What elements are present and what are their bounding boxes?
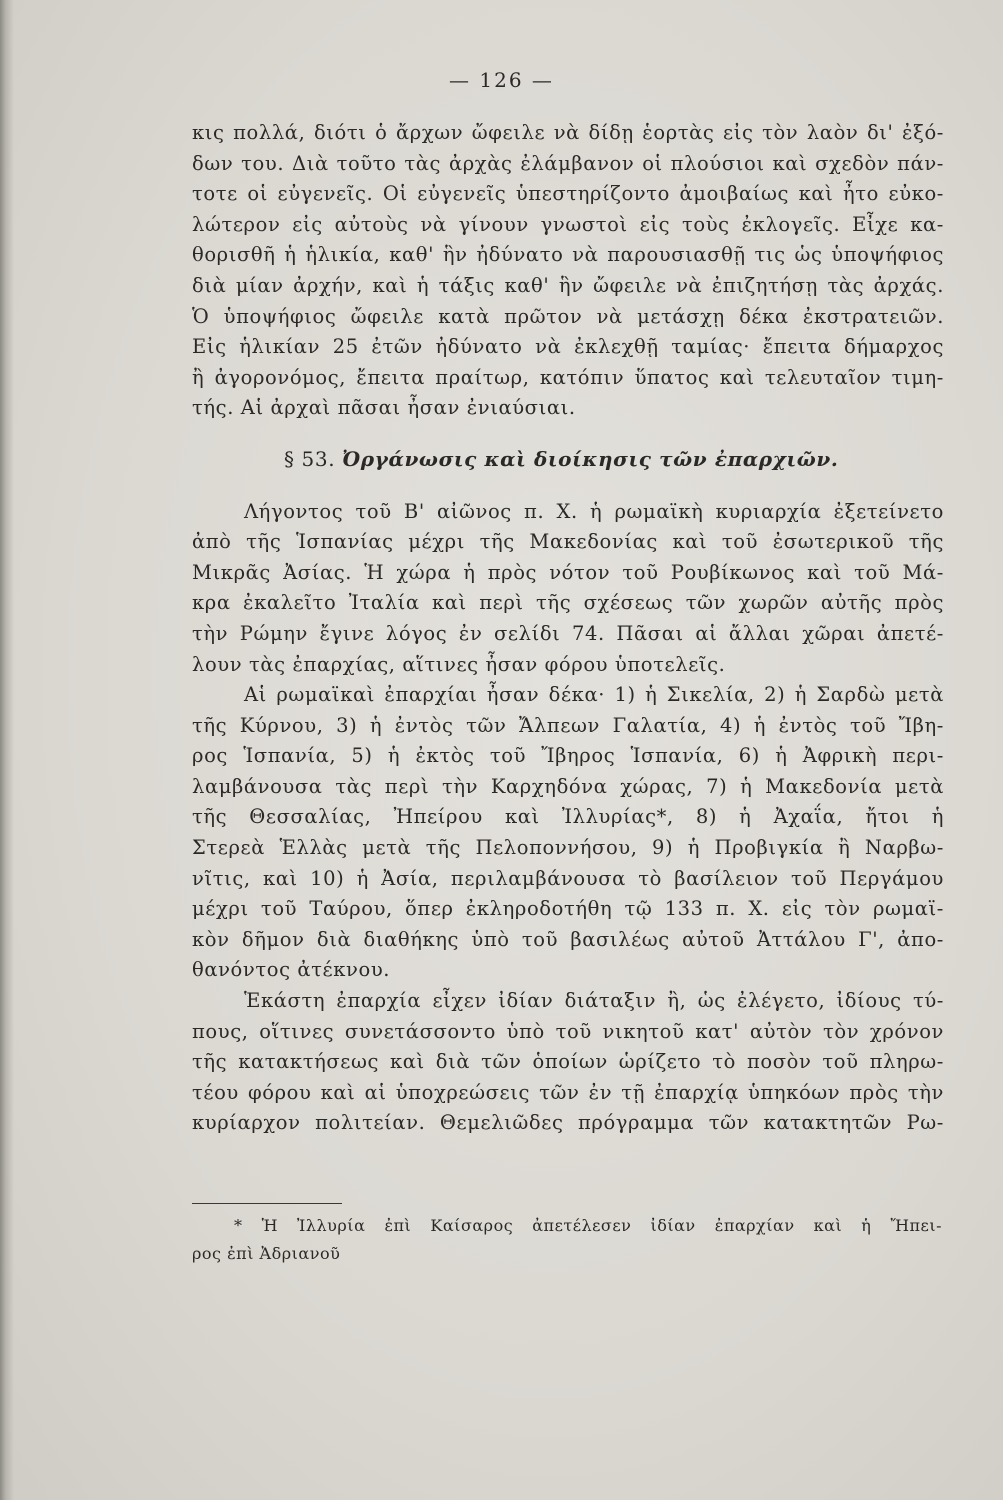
- text-line: λώτερον εἰς αὐτοὺς νὰ γίνουν γνωστοὶ εἰς τοὺς ἐκλογεῖς. Εἶχε κα-: [192, 212, 944, 236]
- text-line: Ὁ ὑποψήφιος ὤφειλε κατὰ πρῶτον νὰ μετάσχῃ δέκα ἐκστρατειῶν.: [192, 304, 944, 328]
- text-line: τῆς Κύρνου, 3) ἡ ἐντὸς τῶν Ἄλπεων Γαλατία, 4) ἡ ἐντὸς τοῦ Ἴβη-: [192, 713, 944, 737]
- text-line: κὸν δῆμον διὰ διαθήκης ὑπὸ τοῦ βασιλέως αὐτοῦ Ἀττάλου Γ', ἀπο-: [192, 927, 944, 951]
- paragraph-3: [192, 680, 944, 986]
- text-line: κρα ἐκαλεῖτο Ἰταλία καὶ περὶ τῆς σχέσεως τῶν χωρῶν αὐτῆς πρὸς: [192, 591, 944, 615]
- page-binding-edge: [0, 0, 14, 1500]
- text-line: ἢ ἀγορονόμος, ἔπειτα πραίτωρ, κατόπιν ὕπατος καὶ τελευταῖον τιμη-: [192, 365, 944, 389]
- text-line: τέου φόρου καὶ αἱ ὑποχρεώσεις τῶν ἐν τῇ ἐπαρχίᾳ ὑπηκόων πρὸς τὴν: [192, 1080, 944, 1104]
- page-number: — 126 —: [449, 68, 554, 92]
- text-line: διὰ μίαν ἀρχήν, καὶ ἡ τάξις καθ' ἣν ὤφειλε νὰ ἐπιζητήσῃ τὰς ἀρχάς.: [192, 273, 944, 297]
- footnote-divider: [192, 1203, 342, 1204]
- text-line: ἀπὸ τῆς Ἱσπανίας μέχρι τῆς Μακεδονίας καὶ τοῦ ἐσωτερικοῦ τῆς: [192, 530, 944, 554]
- text-line: Στερεὰ Ἑλλὰς μετὰ τῆς Πελοποννήσου, 9) ἡ Προβιγκία ἢ Ναρβω-: [192, 836, 944, 860]
- footnote-line: * Ἡ Ἰλλυρία ἐπὶ Καίσαρος ἀπετέλεσεν ἰδίαν ἐπαρχίαν καὶ ἡ Ἤπει-: [234, 1216, 942, 1235]
- footnote-line: ρος ἐπὶ Ἀδριανοῦ: [192, 1244, 341, 1263]
- text-line: τὴν Ρώμην ἔγινε λόγος ἐν σελίδι 74. Πᾶσαι αἱ ἄλλαι χῶραι ἀπετέ-: [192, 621, 944, 645]
- text-line: νῖτις, καὶ 10) ἡ Ἀσία, περιλαμβάνουσα τὸ βασίλειον τοῦ Περγάμου: [192, 866, 944, 890]
- main-text: [192, 118, 944, 1139]
- text-line: ρος Ἱσπανία, 5) ἡ ἐκτὸς τοῦ Ἴβηρος Ἱσπανία, 6) ἡ Ἀφρικὴ περι-: [192, 744, 944, 768]
- text-line: τοτε οἱ εὐγενεῖς. Οἱ εὐγενεῖς ὑπεστηρίζοντο ἀμοιβαίως καὶ ἦτο εὐκο-: [192, 182, 944, 206]
- section-number: § 53.: [284, 446, 336, 471]
- text-line: Λήγοντος τοῦ Β' αἰῶνος π. Χ. ἡ ρωμαϊκὴ κυριαρχία ἐξετείνετο: [244, 499, 944, 523]
- text-line: τῆς κατακτήσεως καὶ διὰ τῶν ὁποίων ὡρίζετο τὸ ποσὸν τοῦ πληρω-: [192, 1050, 944, 1074]
- text-line: κυρίαρχον πολιτείαν. Θεμελιῶδες πρόγραμμα τῶν κατακτητῶν Ρω-: [192, 1111, 944, 1135]
- paragraph-2: [192, 497, 944, 681]
- paragraph-1: [192, 118, 944, 424]
- text-line: μέχρι τοῦ Ταύρου, ὅπερ ἐκληροδοτήθη τῷ 133 π. Χ. εἰς τὸν ρωμαϊ-: [192, 897, 944, 921]
- text-line: λουν τὰς ἐπαρχίας, αἵτινες ἦσαν φόρου ὑποτελεῖς.: [192, 652, 726, 676]
- section-heading: [192, 444, 944, 475]
- text-line: λαμβάνουσα τὰς περὶ τὴν Καρχηδόνα χώρας, 7) ἡ Μακεδονία μετὰ: [192, 774, 944, 798]
- text-line: τῆς Θεσσαλίας, Ἠπείρου καὶ Ἰλλυρίας*, 8) ἡ Ἀχαΐα, ἤτοι ἡ: [192, 805, 944, 829]
- text-line: δων του. Διὰ τοῦτο τὰς ἀρχὰς ἐλάμβανον οἱ πλούσιοι καὶ σχεδὸν πάν-: [192, 151, 944, 175]
- paragraph-4: [192, 986, 944, 1139]
- text-line: πους, οἵτινες συνετάσσοντο ὑπὸ τοῦ νικητοῦ κατ' αὐτὸν τὸν χρόνον: [192, 1019, 944, 1043]
- text-line: Αἱ ρωμαϊκαὶ ἐπαρχίαι ἦσαν δέκα· 1) ἡ Σικελία, 2) ἡ Σαρδὼ μετὰ: [244, 683, 944, 707]
- text-line: θορισθῆ ἡ ἡλικία, καθ' ἣν ἠδύνατο νὰ παρουσιασθῇ τις ὡς ὑποψήφιος: [192, 243, 944, 267]
- section-title: Ὀργάνωσις καὶ διοίκησις τῶν ἐπαρχιῶν.: [342, 446, 839, 471]
- text-line: τής. Αἱ ἀρχαὶ πᾶσαι ἦσαν ἐνιαύσιαι.: [192, 396, 576, 420]
- footnote: [192, 1212, 942, 1268]
- text-line: Μικρᾶς Ἀσίας. Ἡ χώρα ἡ πρὸς νότον τοῦ Ρουβίκωνος καὶ τοῦ Μά-: [192, 560, 944, 584]
- text-line: Ἑκάστη ἐπαρχία εἶχεν ἰδίαν διάταξιν ἢ, ὡς ἐλέγετο, ἰδίους τύ-: [244, 989, 944, 1013]
- text-line: κις πολλά, διότι ὁ ἄρχων ὤφειλε νὰ δίδῃ ἑορτὰς εἰς τὸν λαὸν δι' ἐξό-: [192, 121, 944, 144]
- text-line: θανόντος ἀτέκνου.: [192, 958, 391, 982]
- text-line: Εἰς ἡλικίαν 25 ἐτῶν ἠδύνατο νὰ ἐκλεχθῇ ταμίας· ἔπειτα δήμαρχος: [192, 335, 944, 359]
